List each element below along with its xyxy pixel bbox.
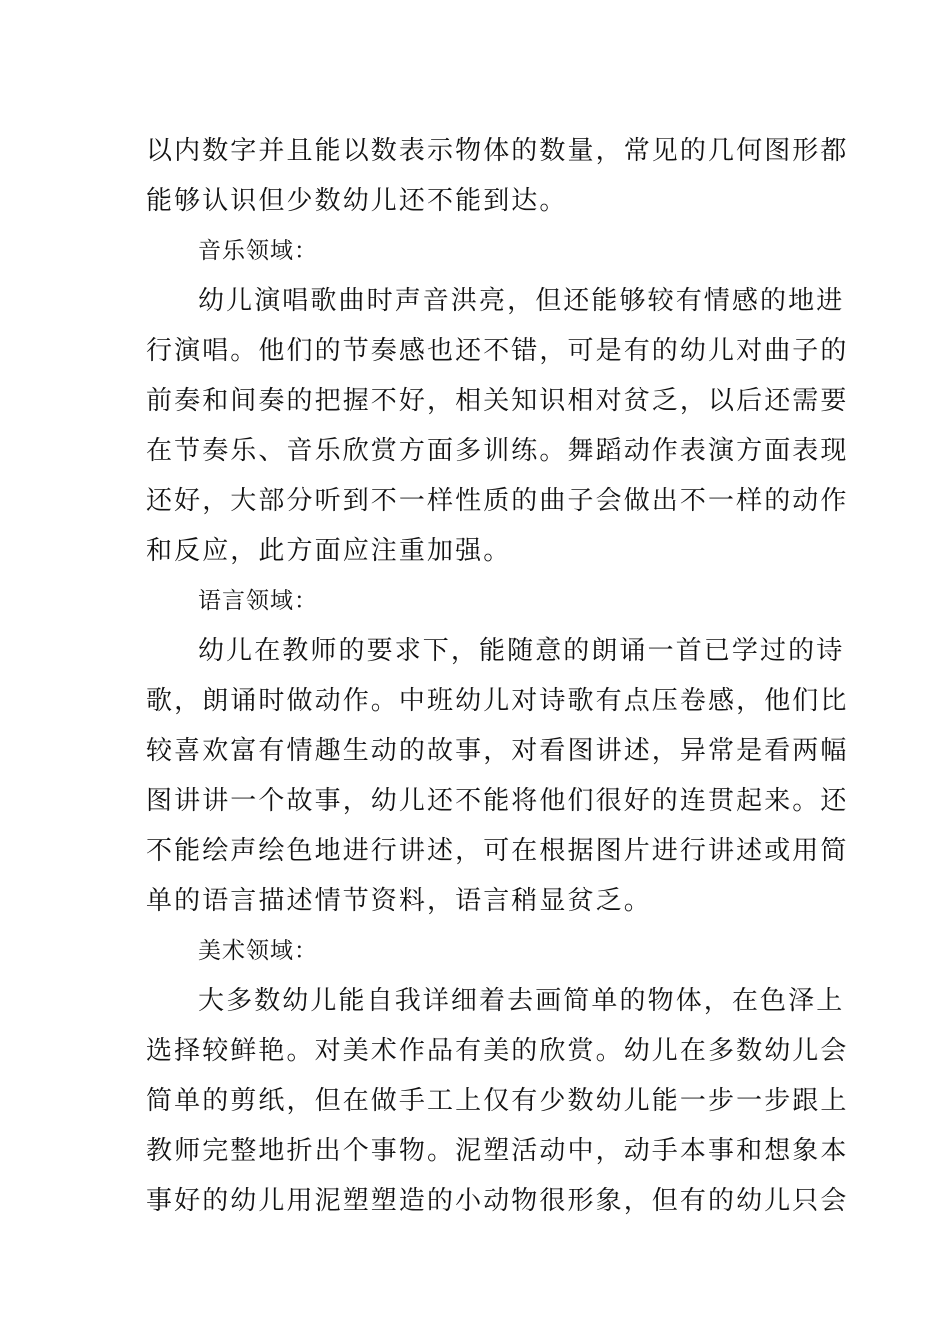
text-line: 能够认识但少数幼儿还不能到达。: [146, 186, 568, 216]
text-line: 行演唱。他们的节奏感也还不错，可是有的幼儿对曲子的: [146, 336, 849, 366]
text-line: 选择较鲜艳。对美术作品有美的欣赏。幼儿在多数幼儿会: [146, 1036, 849, 1066]
section-heading-language: 语言领域：: [198, 588, 318, 614]
paragraph-start: 幼儿演唱歌曲时声音洪亮，但还能够较有情感的地进: [198, 286, 845, 316]
text-line: 以内数字并且能以数表示物体的数量，常见的几何图形都: [146, 136, 849, 166]
document-body: [146, 126, 849, 1226]
text-line: 较喜欢富有情趣生动的故事，对看图讲述，异常是看两幅: [146, 736, 849, 766]
text-line: 事好的幼儿用泥塑塑造的小动物很形象，但有的幼儿只会: [146, 1186, 849, 1216]
text-line: 图讲讲一个故事，幼儿还不能将他们很好的连贯起来。还: [146, 786, 849, 816]
text-line: 歌，朗诵时做动作。中班幼儿对诗歌有点压卷感，他们比: [146, 686, 849, 716]
text-line: 教师完整地折出个事物。泥塑活动中，动手本事和想象本: [146, 1136, 849, 1166]
paragraph-start: 大多数幼儿能自我详细着去画简单的物体，在色泽上: [198, 986, 845, 1016]
text-line: 简单的剪纸，但在做手工上仅有少数幼儿能一步一步跟上: [146, 1086, 849, 1116]
text-line: 在节奏乐、音乐欣赏方面多训练。舞蹈动作表演方面表现: [146, 436, 849, 466]
text-line: 和反应，此方面应注重加强。: [146, 536, 512, 566]
section-heading-art: 美术领域：: [198, 938, 318, 964]
section-heading-music: 音乐领域：: [198, 238, 318, 264]
text-line: 不能绘声绘色地进行讲述，可在根据图片进行讲述或用简: [146, 836, 849, 866]
paragraph-start: 幼儿在教师的要求下，能随意的朗诵一首已学过的诗: [198, 636, 845, 666]
text-line: 单的语言描述情节资料，语言稍显贫乏。: [146, 886, 652, 916]
text-line: 前奏和间奏的把握不好，相关知识相对贫乏，以后还需要: [146, 386, 849, 416]
text-line: 还好，大部分听到不一样性质的曲子会做出不一样的动作: [146, 486, 849, 516]
